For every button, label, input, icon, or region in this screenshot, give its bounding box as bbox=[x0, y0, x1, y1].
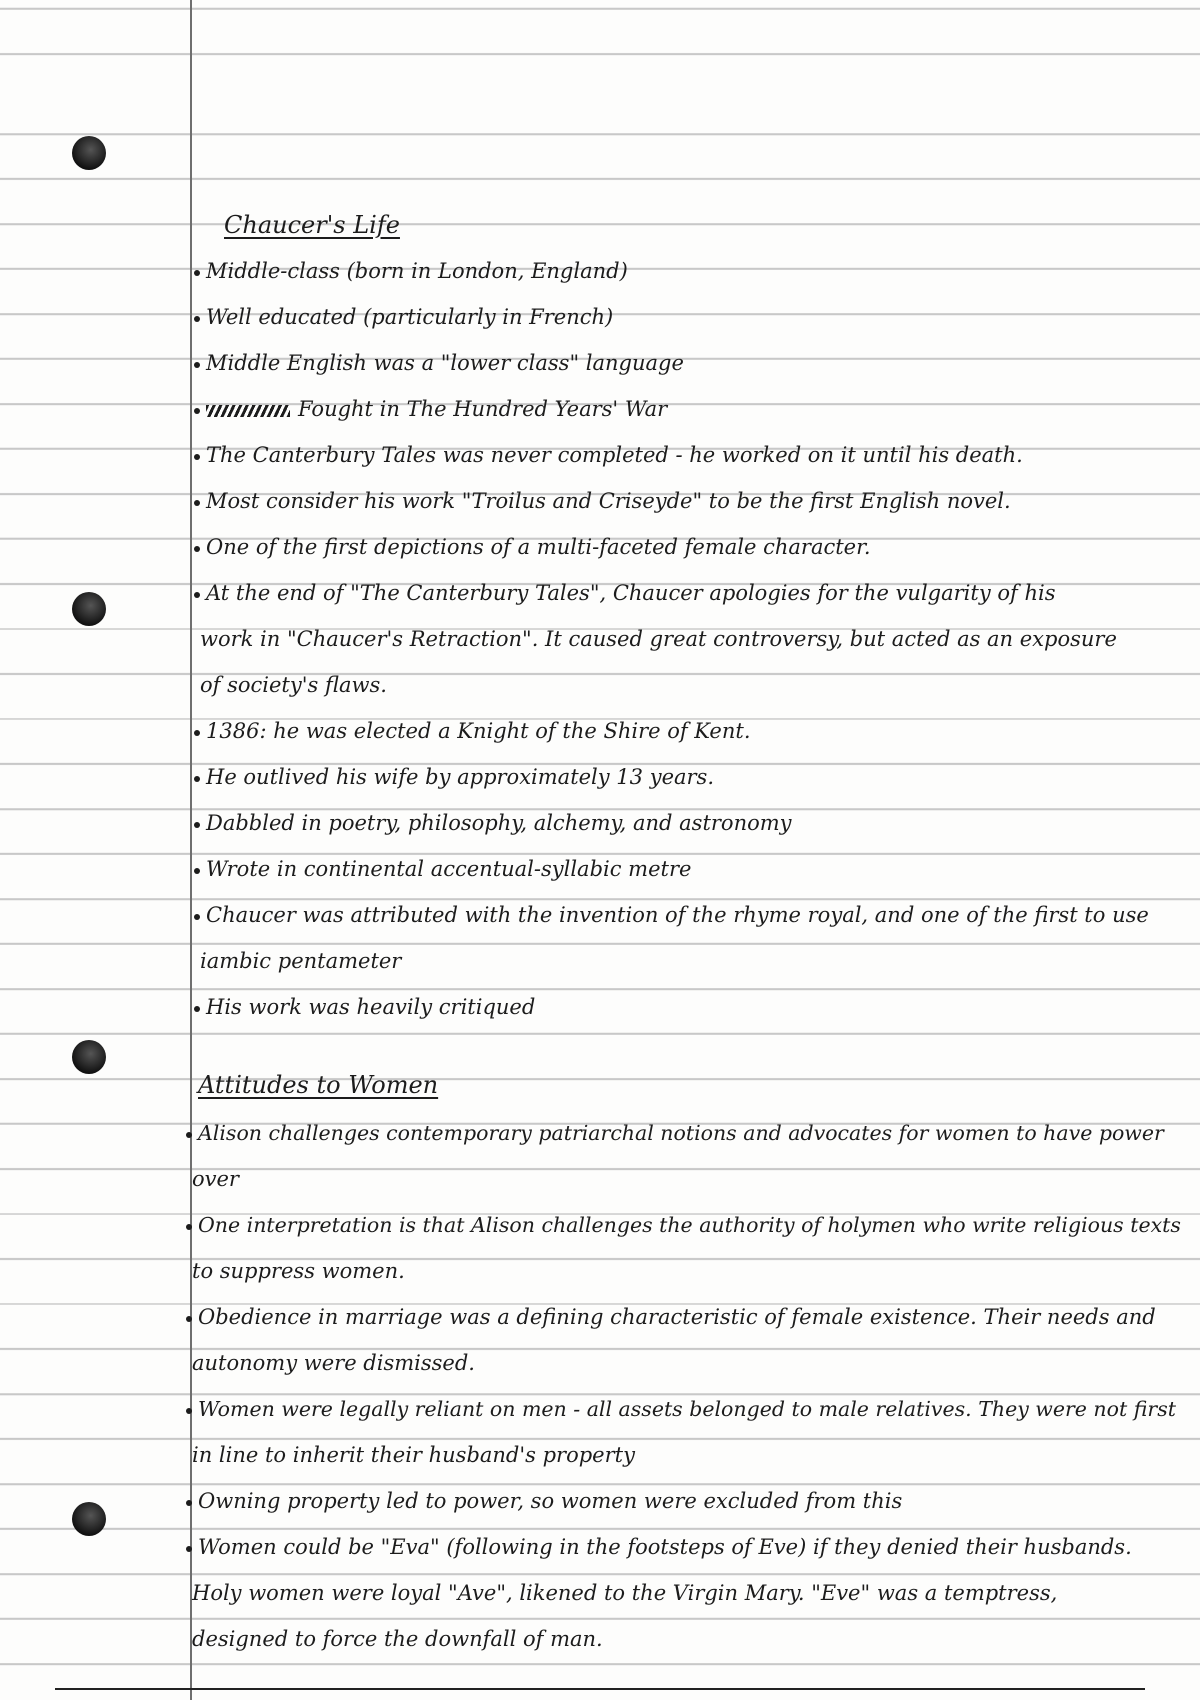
bullet-dot bbox=[194, 546, 200, 552]
note-bullet bbox=[194, 304, 613, 330]
note-text: Fought in The Hundred Years' War bbox=[298, 397, 668, 421]
bullet-dot bbox=[186, 1316, 192, 1322]
section-heading-attitudes-to-women: Attitudes to Women bbox=[198, 1071, 439, 1099]
note-bullet bbox=[194, 396, 667, 422]
note-text: Women could be "Eva" (following in the footsteps of Eve) if they denied their husbands. bbox=[198, 1535, 1132, 1559]
bullet-dot bbox=[194, 914, 200, 920]
bullet-dot bbox=[194, 362, 200, 368]
note-text: The Canterbury Tales was never completed - he worked on it until his death. bbox=[206, 443, 1023, 467]
note-text: 1386: he was elected a Knight of the Shire of Kent. bbox=[206, 719, 751, 743]
note-text: Most consider his work "Troilus and Criseyde" to be the first English novel. bbox=[206, 489, 1011, 513]
note-continuation: over bbox=[192, 1167, 239, 1191]
note-bullet bbox=[186, 1396, 1176, 1422]
note-text: Middle-class (born in London, England) bbox=[206, 259, 628, 283]
note-continuation: in line to inherit their husband's property bbox=[192, 1443, 635, 1467]
note-continuation: autonomy were dismissed. bbox=[192, 1351, 475, 1375]
note-text: His work was heavily critiqued bbox=[206, 995, 536, 1019]
bullet-dot bbox=[186, 1546, 192, 1552]
note-text: Women were legally reliant on men - all assets belonged to male relatives. They were not first bbox=[198, 1397, 1176, 1421]
note-bullet bbox=[194, 442, 1023, 468]
note-text: One interpretation is that Alison challenges the authority of holymen who write religious texts bbox=[198, 1213, 1181, 1237]
bullet-dot bbox=[186, 1408, 192, 1414]
bullet-dot bbox=[194, 822, 200, 828]
note-text: Wrote in continental accentual-syllabic metre bbox=[206, 857, 692, 881]
note-text: Well educated (particularly in French) bbox=[206, 305, 614, 329]
section-heading-chaucers-life: Chaucer's Life bbox=[224, 211, 400, 239]
note-bullet bbox=[194, 580, 1055, 606]
note-text: Obedience in marriage was a defining characteristic of female existence. Their needs and bbox=[198, 1305, 1156, 1329]
note-continuation: to suppress women. bbox=[192, 1259, 405, 1283]
note-bullet bbox=[194, 810, 792, 836]
note-continuation: work in "Chaucer's Retraction". It caused great controversy, but acted as an exposure bbox=[200, 627, 1117, 651]
note-text: Dabbled in poetry, philosophy, alchemy, and astronomy bbox=[206, 811, 792, 835]
note-text: At the end of "The Canterbury Tales", Chaucer apologies for the vulgarity of his bbox=[206, 581, 1056, 605]
note-text: One of the first depictions of a multi-faceted female character. bbox=[206, 535, 871, 559]
bullet-dot bbox=[194, 1006, 200, 1012]
bullet-dot bbox=[194, 408, 200, 414]
note-continuation: iambic pentameter bbox=[200, 949, 402, 973]
note-bullet bbox=[194, 258, 628, 284]
note-bullet bbox=[194, 902, 1149, 928]
note-bullet bbox=[194, 764, 714, 790]
note-bullet bbox=[194, 718, 751, 744]
note-bullet bbox=[194, 534, 871, 560]
note-bullet bbox=[186, 1304, 1156, 1330]
bullet-dot bbox=[186, 1132, 192, 1138]
bullet-dot bbox=[194, 270, 200, 276]
note-text: He outlived his wife by approximately 13 years. bbox=[206, 765, 715, 789]
bullet-dot bbox=[194, 730, 200, 736]
note-text: Middle English was a "lower class" language bbox=[206, 351, 684, 375]
bullet-dot bbox=[194, 454, 200, 460]
bullet-dot bbox=[194, 776, 200, 782]
bullet-dot bbox=[194, 868, 200, 874]
note-text: Owning property led to power, so women were excluded from this bbox=[198, 1489, 903, 1513]
note-bullet bbox=[194, 994, 535, 1020]
note-bullet bbox=[186, 1534, 1132, 1560]
note-bullet bbox=[186, 1488, 902, 1514]
note-continuation: designed to force the downfall of man. bbox=[192, 1627, 603, 1651]
note-bullet bbox=[194, 350, 684, 376]
bullet-dot bbox=[186, 1224, 192, 1230]
note-bullet bbox=[186, 1212, 1181, 1238]
bullet-dot bbox=[194, 316, 200, 322]
note-text: Chaucer was attributed with the invention of the rhyme royal, and one of the first to use bbox=[206, 903, 1149, 927]
bullet-dot bbox=[186, 1500, 192, 1506]
note-text: Alison challenges contemporary patriarchal notions and advocates for women to have power bbox=[198, 1121, 1164, 1145]
note-bullet bbox=[194, 856, 691, 882]
note-bullet bbox=[194, 488, 1011, 514]
note-bullet bbox=[186, 1120, 1164, 1146]
note-continuation: Holy women were loyal "Ave", likened to the Virgin Mary. "Eve" was a temptress, bbox=[192, 1581, 1058, 1605]
crossed-out-word bbox=[206, 405, 290, 417]
bullet-dot bbox=[194, 500, 200, 506]
note-continuation: of society's flaws. bbox=[200, 673, 387, 697]
bullet-dot bbox=[194, 592, 200, 598]
